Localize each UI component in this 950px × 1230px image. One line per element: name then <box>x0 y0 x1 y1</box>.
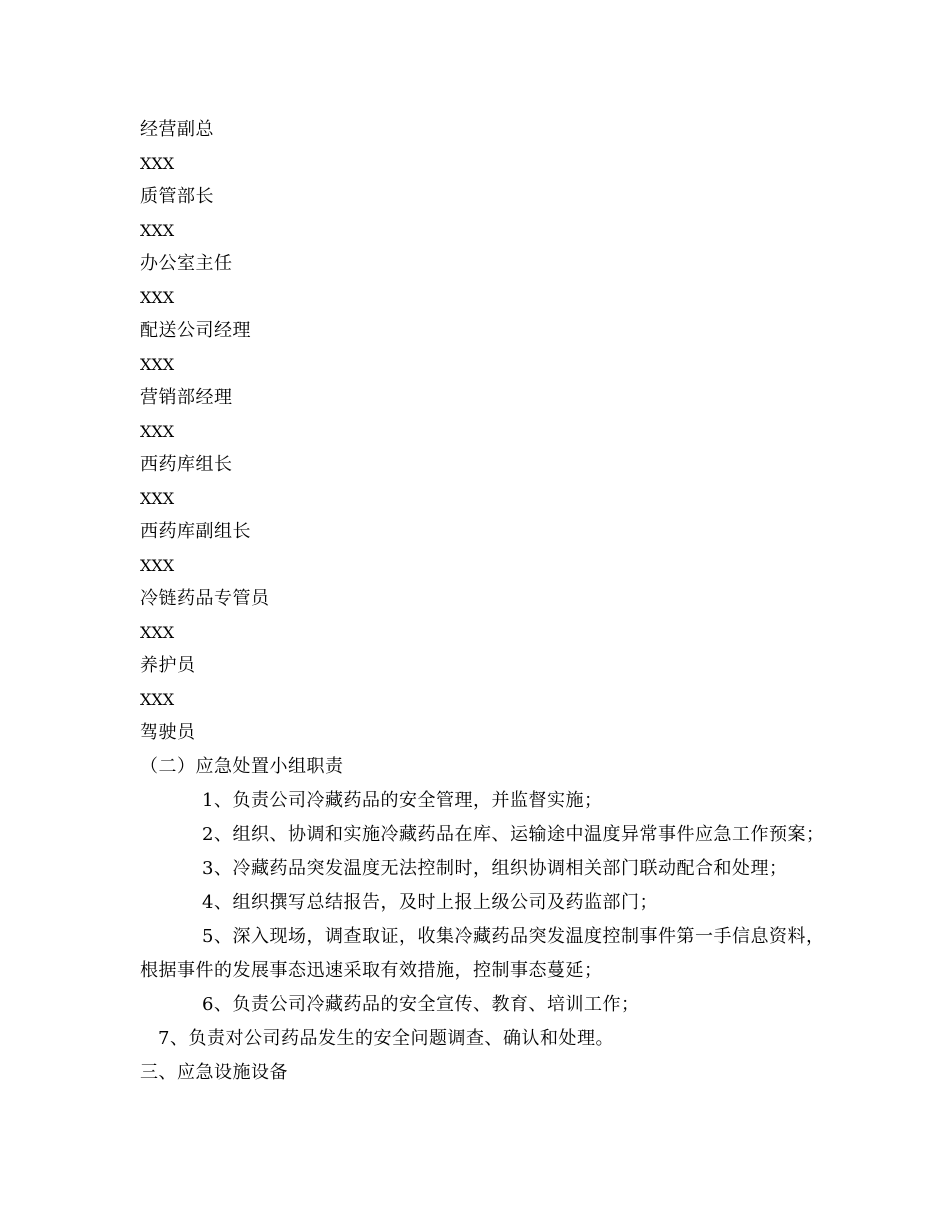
duty-item: 6、负责公司冷藏药品的安全宣传、教育、培训工作； <box>202 994 640 1015</box>
duty-item: 2、组织、协调和实施冷藏药品在库、运输途中温度异常事件应急工作预案； <box>202 824 825 845</box>
person-name: XXX <box>140 422 175 441</box>
role-label: 驾驶员 <box>140 722 196 743</box>
section-heading: 三、应急设施设备 <box>140 1062 288 1083</box>
person-name: XXX <box>140 489 175 508</box>
person-name: XXX <box>140 221 175 240</box>
role-label: 西药库副组长 <box>140 521 251 542</box>
role-label: 养护员 <box>140 655 196 676</box>
role-label: 质管部长 <box>140 186 214 207</box>
person-name: XXX <box>140 288 175 307</box>
section-heading: （二）应急处置小组职责 <box>140 756 344 777</box>
role-label: 办公室主任 <box>140 253 233 274</box>
person-name: XXX <box>140 623 175 642</box>
role-label: 配送公司经理 <box>140 320 251 341</box>
duty-item-continuation: 根据事件的发展事态迅速采取有效措施，控制事态蔓延； <box>140 960 603 981</box>
role-label: 营销部经理 <box>140 387 233 408</box>
person-name: XXX <box>140 154 175 173</box>
duty-item: 4、组织撰写总结报告，及时上报上级公司及药监部门； <box>202 892 658 913</box>
person-name: XXX <box>140 690 175 709</box>
role-label: 冷链药品专管员 <box>140 588 270 609</box>
duty-item: 3、冷藏药品突发温度无法控制时，组织协调相关部门联动配合和处理； <box>202 858 788 879</box>
duty-item: 7、负责对公司药品发生的安全问题调查、确认和处理。 <box>158 1028 614 1049</box>
duty-item: 1、负责公司冷藏药品的安全管理，并监督实施； <box>202 790 603 811</box>
person-name: XXX <box>140 556 175 575</box>
role-label: 经营副总 <box>140 119 214 140</box>
person-name: XXX <box>140 355 175 374</box>
duty-item: 5、深入现场，调查取证，收集冷藏药品突发温度控制事件第一手信息资料， <box>202 926 825 947</box>
role-label: 西药库组长 <box>140 454 233 475</box>
